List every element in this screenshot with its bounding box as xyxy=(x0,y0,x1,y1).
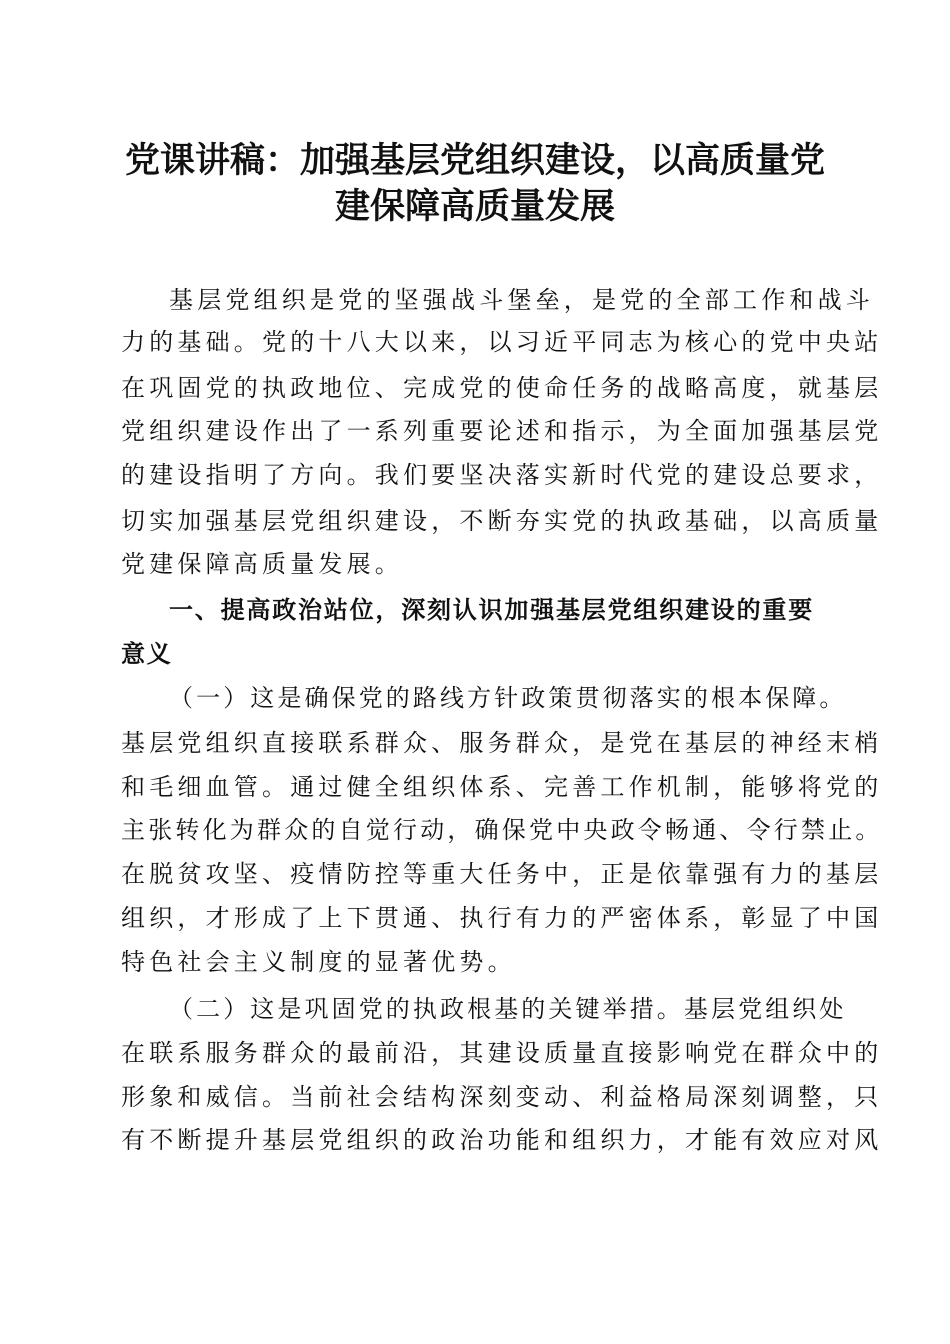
section-1-heading-line-1: 一、提高政治站位，深刻认识加强基层党组织建设的重要 xyxy=(169,596,814,624)
para-2-line-1: （二）这是巩固党的执政根基的关键举措。基层党组织处 xyxy=(169,995,847,1023)
para-1-line-1: （一）这是确保党的路线方针政策贯彻落实的根本保障。 xyxy=(169,684,847,712)
intro-line-2: 力的基础。党的十八大以来，以习近平同志为核心的党中央站 xyxy=(121,328,883,356)
para-2-line-3: 形象和威信。当前社会结构深刻变动、利益格局深刻调整，只 xyxy=(121,1083,883,1111)
para-1-line-6: 组织，才形成了上下贯通、执行有力的严密体系，彰显了中国 xyxy=(121,904,883,932)
intro-line-3: 在巩固党的执政地位、完成党的使命任务的战略高度，就基层 xyxy=(121,374,883,402)
document-title-line-2: 建保障高质量发展 xyxy=(334,186,615,227)
para-2-line-2: 在联系服务群众的最前沿，其建设质量直接影响党在群众中的 xyxy=(121,1039,883,1067)
intro-line-1: 基层党组织是党的坚强战斗堡垒，是党的全部工作和战斗 xyxy=(169,286,874,314)
intro-line-7: 党建保障高质量发展。 xyxy=(121,550,403,578)
para-1-line-7: 特色社会主义制度的显著优势。 xyxy=(121,948,516,976)
document-title-line-1: 党课讲稿：加强基层党组织建设，以高质量党 xyxy=(124,140,825,181)
para-1-line-3: 和毛细血管。通过健全组织体系、完善工作机制，能够将党的 xyxy=(121,773,883,801)
para-2-line-4: 有不断提升基层党组织的政治功能和组织力，才能有效应对风 xyxy=(121,1126,883,1154)
intro-line-4: 党组织建设作出了一系列重要论述和指示，为全面加强基层党 xyxy=(121,417,883,445)
intro-line-5: 的建设指明了方向。我们要坚决落实新时代党的建设总要求， xyxy=(121,461,883,489)
para-1-line-5: 在脱贫攻坚、疫情防控等重大任务中，正是依靠强有力的基层 xyxy=(121,860,883,888)
section-1-heading-line-2: 意义 xyxy=(121,640,173,668)
para-1-line-2: 基层党组织直接联系群众、服务群众，是党在基层的神经末梢 xyxy=(121,729,883,757)
intro-line-6: 切实加强基层党组织建设，不断夯实党的执政基础，以高质量 xyxy=(121,507,883,535)
para-1-line-4: 主张转化为群众的自觉行动，确保党中央政令畅通、令行禁止。 xyxy=(121,816,883,844)
